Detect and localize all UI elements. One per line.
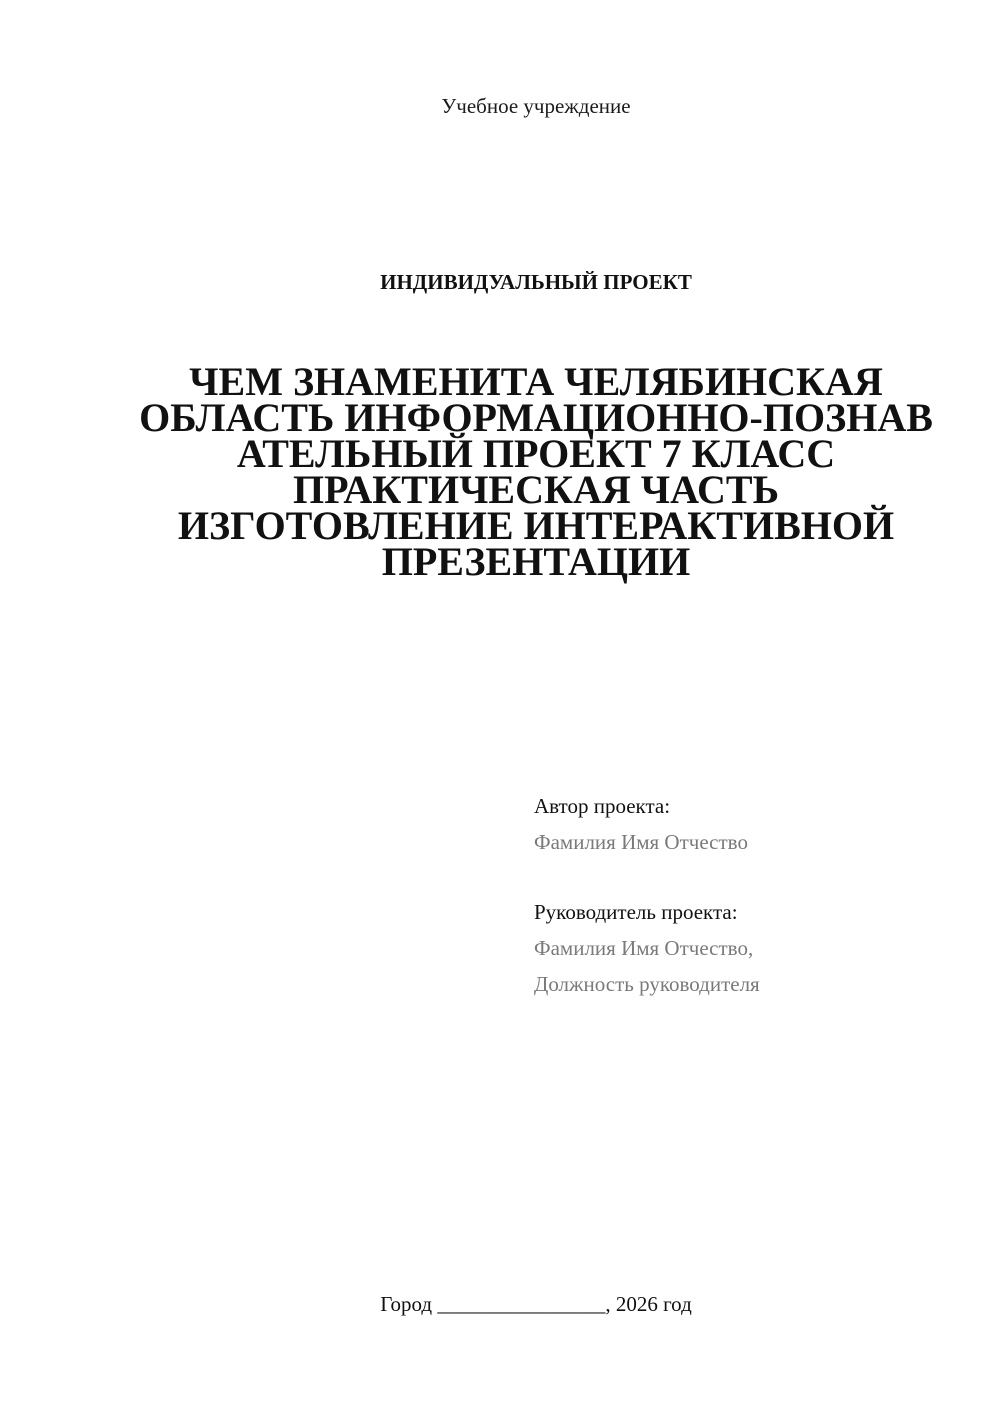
project-title-line: ПРЕЗЕНТАЦИИ [381,539,691,584]
project-title-line: ПРАКТИЧЕСКАЯ ЧАСТЬ [292,467,780,512]
project-title [0,359,1000,584]
spacer [534,860,974,894]
city-year-line: Город ________________, 2026 год [380,1292,692,1316]
supervisor-name: Фамилия Имя Отчество, [534,936,754,960]
author-name: Фамилия Имя Отчество [534,830,748,854]
institution-name: Учебное учреждение [441,94,631,118]
project-title-line: ИЗГОТОВЛЕНИЕ ИНТЕРАКТИВНОЙ [177,503,895,548]
project-title-line: ЧЕМ ЗНАМЕНИТА ЧЕЛЯБИНСКАЯ [189,359,883,404]
supervisor-position: Должность руководителя [534,972,760,996]
project-type-heading: ИНДИВИДУАЛЬНЫЙ ПРОЕКТ [380,270,692,294]
author-label: Автор проекта: [534,794,671,818]
supervisor-label: Руководитель проекта: [534,900,738,924]
project-credits [534,788,974,1002]
project-title-line: ОБЛАСТЬ ИНФОРМАЦИОННО-ПОЗНАВ [139,395,933,440]
project-title-line: АТЕЛЬНЫЙ ПРОЕКТ 7 КЛАСС [236,431,836,476]
